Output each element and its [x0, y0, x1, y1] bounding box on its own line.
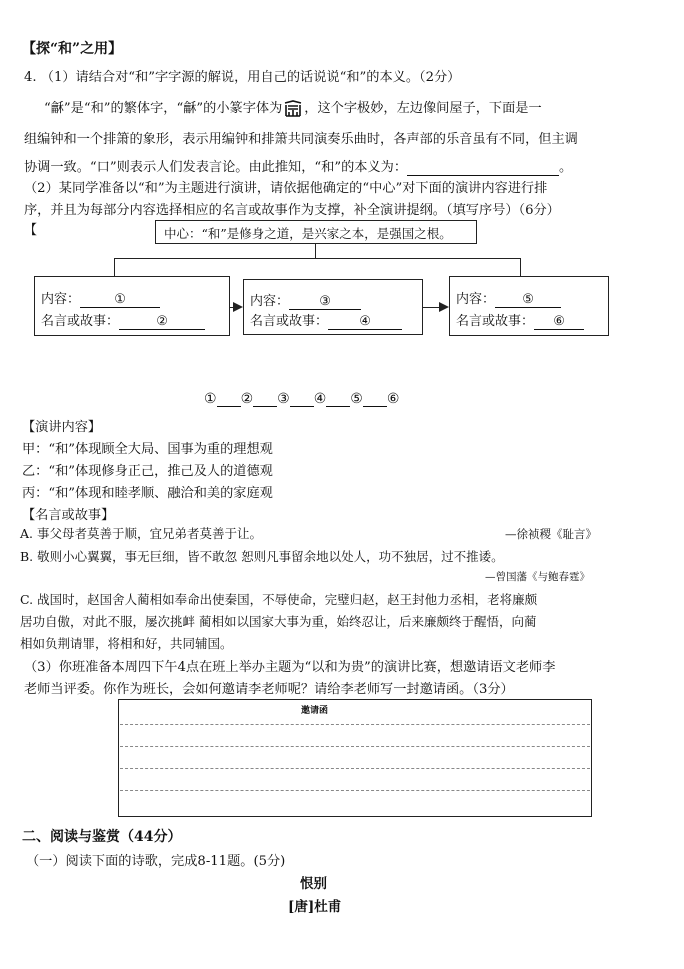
q4-part1-text-line3	[24, 156, 572, 176]
node3-content-blank[interactable]: ⑤	[495, 293, 561, 308]
node2-quote-blank[interactable]: ④	[328, 315, 402, 330]
slot-1-label: ①	[204, 391, 217, 407]
slot-5-blank[interactable]	[363, 392, 387, 407]
node2-quote-row	[250, 310, 402, 330]
arrow-right-icon	[439, 302, 449, 312]
node1-quote-label: 名言或故事：	[41, 314, 120, 329]
q4-part1-prompt: 4. （1）请结合对“和”字字源的解说，用自己的话说说“和”的本义。（2分）	[24, 70, 461, 85]
connector-drop-1	[114, 258, 115, 276]
part2-title: 二、阅读与鉴赏（44分）	[22, 829, 182, 845]
q4-part2-prompt-b: 序，并且为每部分内容选择相应的名言或故事作为支撑，补全演讲提纲。（填写序号）（6分）	[24, 203, 560, 218]
quote-a-source: —徐祯稷《耻言》	[505, 527, 597, 541]
invitation-title: 邀请函	[301, 706, 329, 716]
node2-content-label: 内容：	[250, 294, 290, 309]
quote-b-source: —曾国藩《与鲍春霆》	[485, 571, 590, 583]
q4-part1-text-end: 。	[559, 160, 573, 175]
node3-quote-blank[interactable]: ⑥	[534, 315, 584, 330]
slot-2-blank[interactable]	[253, 392, 277, 407]
speech-item-jia: 甲：“和”体现顾全大局、国事为重的理想观	[22, 442, 273, 457]
node2-quote-label: 名言或故事：	[250, 314, 329, 329]
slot-3-blank[interactable]	[290, 392, 314, 407]
node-box-3	[449, 276, 609, 336]
seal-script-character-image	[282, 100, 304, 118]
poem-author: [唐]杜甫	[288, 899, 342, 915]
node1-quote-blank[interactable]: ②	[119, 315, 205, 330]
connector-horizontal	[114, 258, 520, 259]
slot-2-label: ②	[240, 391, 254, 407]
slot-3-label: ③	[277, 391, 290, 407]
speech-item-yi: 乙：“和”体现修身正己，推己及人的道德观	[22, 464, 273, 479]
quote-a: A. 事父母者莫善于顺，宜兄弟者莫善于让。	[20, 526, 262, 541]
speech-item-bing: 丙：“和”体现和睦孝顺、融洽和美的家庭观	[22, 486, 273, 501]
poem-title: 恨别	[300, 876, 327, 892]
slot-4-blank[interactable]	[326, 392, 350, 407]
q4-part1-text-line1	[44, 97, 542, 118]
quote-c-line3: 相如负荆请罪，将相和好，共同辅国。	[20, 636, 233, 651]
arrow-right-icon	[233, 302, 243, 312]
invitation-line-4	[120, 790, 590, 791]
node1-content-row	[41, 288, 160, 308]
connector-down	[315, 244, 316, 259]
invitation-line-1	[120, 724, 590, 725]
q4-part1-answer-blank[interactable]	[407, 161, 559, 176]
node3-quote-row	[456, 310, 584, 330]
invitation-line-2	[120, 746, 590, 747]
node-box-2	[243, 279, 423, 335]
node-box-1	[34, 276, 230, 336]
node1-content-blank[interactable]: ①	[80, 293, 160, 308]
slot-5-label: ⑤	[350, 391, 363, 407]
node3-content-label: 内容：	[456, 292, 496, 307]
q4-part1-text-d: 协调一致。“口”则表示人们发表言论。由此推知，“和”的本义为：	[24, 160, 408, 175]
center-text: 中心：“和”是修身之道，是兴家之本，是强国之根。	[164, 226, 452, 241]
answer-slots	[204, 391, 399, 407]
q4-part1-text-a: “龢”是“和”的繁体字，“龢”的小篆字体为	[44, 101, 283, 116]
slot-4-label: ④	[313, 391, 327, 407]
invitation-box[interactable]	[118, 699, 592, 817]
node1-quote-row	[41, 310, 205, 330]
invitation-line-3	[120, 768, 590, 769]
node2-content-blank[interactable]: ③	[289, 295, 361, 310]
q4-part3-prompt-b: 老师当评委。你作为班长，会如何邀请李老师呢？请给李老师写一封邀请函。（3分）	[24, 682, 514, 697]
quote-c-line2: 居功自傲，对此不服，屡次挑衅 蔺相如以国家大事为重，始终忍让，后来廉颇终于醒悟，向蔺	[20, 614, 537, 629]
node3-content-row	[456, 288, 561, 308]
node3-quote-label: 名言或故事：	[456, 314, 535, 329]
section-header: 【探“和”之用】	[22, 41, 123, 57]
q4-part2-prompt-a: （2）某同学准备以“和”为主题进行演讲，请依据他确定的“中心”对下面的演讲内容进行排	[24, 181, 548, 196]
q4-part1-text-line2: 组编钟和一个排箫的象形，表示用编钟和排箫共同演奏乐曲时，各声部的乐音虽有不同，但主调	[24, 132, 578, 147]
bracket-stub: 【	[24, 223, 38, 238]
quote-b: B. 敬则小心翼翼，事无巨细，皆不敢忽 恕则凡事留余地以处人，功不独居，过不推诿。	[20, 549, 504, 564]
node2-content-row	[250, 290, 361, 310]
node1-content-label: 内容：	[41, 292, 81, 307]
slot-6-label: ⑥	[386, 391, 400, 407]
speech-header: 【演讲内容】	[22, 420, 102, 435]
part2-subtitle: （一）阅读下面的诗歌，完成8-11题。(5分)	[26, 854, 286, 869]
connector-drop-3	[520, 258, 521, 276]
slot-1-blank[interactable]	[217, 392, 241, 407]
q4-part1-text-b: ，这个字极妙，左边像间屋子，下面是一	[304, 101, 542, 116]
quote-c-line1: C. 战国时，赵国舍人蔺相如奉命出使秦国，不辱使命，完璧归赵，赵王封他力丞相，老将廉颇	[20, 592, 538, 607]
q4-part3-prompt-a: （3）你班准备本周四下午4点在班上举办主题为“以和为贵”的演讲比赛，想邀请语文老师李	[24, 660, 556, 675]
center-box	[155, 220, 477, 244]
arrow-2-shaft	[423, 307, 440, 308]
quotes-header: 【名言或故事】	[22, 508, 115, 523]
